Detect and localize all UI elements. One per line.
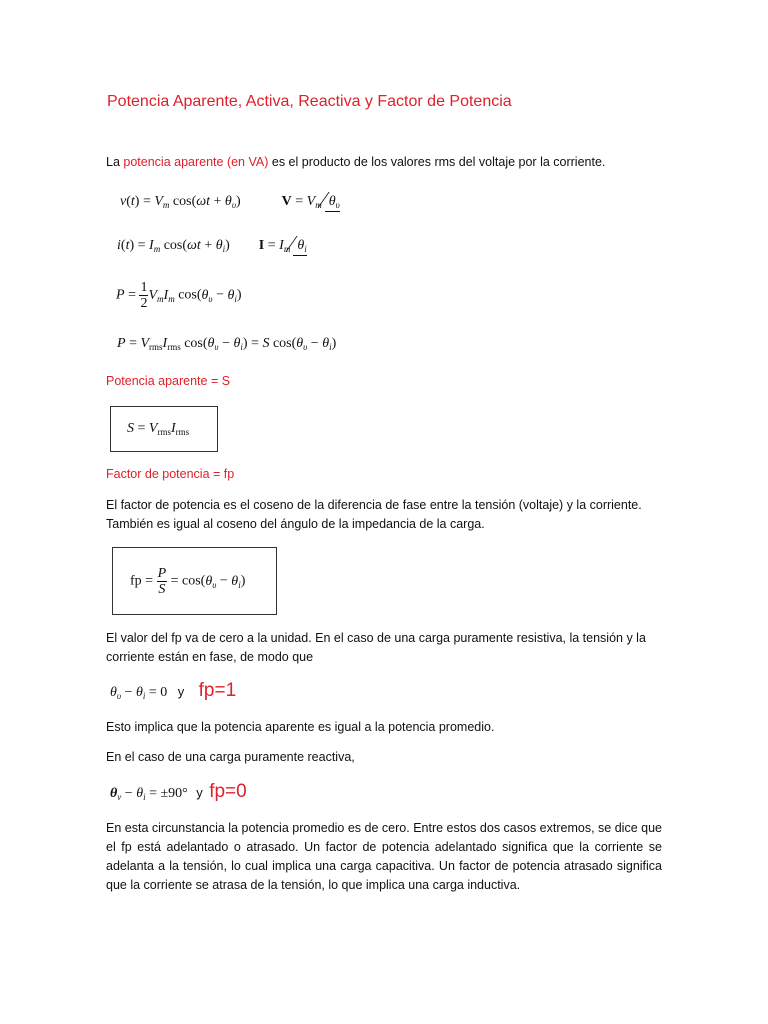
- implies-paragraph: Esto implica que la potencia aparente es igual a la potencia promedio.: [106, 720, 495, 734]
- fp-zero-label: fp=0: [209, 781, 247, 802]
- equation-current: $i(t) = I_m$ $\cos(\omega t + \theta_i)$ $I = I_m$ $\theta_i$: [117, 238, 307, 254]
- intro-post: es el producto de los valores rms del voltaje por la corriente.: [268, 155, 606, 169]
- conjunction-y-2: y: [196, 785, 203, 800]
- fp-range-line-1: El valor del fp va de cero a la unidad. En el caso de una carga puramente resistiva, la tensión y la: [106, 631, 646, 645]
- heading-apparent-power: Potencia aparente = S: [106, 374, 231, 388]
- equation-voltage: $v(t) = V_m$ $\cos(\omega t + \theta_\upsilon)$ $V = V_m$ $\theta_\upsilon$: [120, 194, 340, 210]
- fp-definition-line-1: El factor de potencia es el coseno de la diferencia de fase entre la tensión (voltaje) y la corriente.: [106, 498, 642, 512]
- page-title: Potencia Aparente, Activa, Reactiva y Factor de Potencia: [107, 93, 512, 110]
- boxed-equation-power-factor: fp = $\frac{P}{S}$ = $\cos(\theta_\upsilon - \theta_i)$: [112, 547, 277, 615]
- reactive-paragraph: En el caso de una carga puramente reactiva,: [106, 750, 355, 764]
- boxed-equation-apparent: $S = V_{rms}I_{rms}$: [110, 406, 218, 452]
- intro-paragraph: [106, 153, 605, 172]
- equation-power-rms: $P = V_{rms}I_{rms}$ $\cos(\theta_\upsilon - \theta_i) = S$ $\cos(\theta_\upsilon - \theta_i)$: [117, 336, 337, 352]
- equation-in-phase: $\theta_\upsilon - \theta_i = 0$: [110, 685, 168, 701]
- intro-pre: La: [106, 155, 124, 169]
- condition-reactive: [110, 781, 247, 803]
- condition-resistive: [110, 680, 236, 702]
- intro-highlight: potencia aparente (en VA): [123, 155, 269, 169]
- equation-average-power: P = $\frac{1}{2}$ $V_mI_m$ $\cos(\theta_\upsilon - \theta_i)$: [116, 280, 242, 311]
- equation-quadrature: $\theta_v - \theta_i = \pm 90^\circ$: [110, 786, 188, 802]
- heading-power-factor: Factor de potencia = fp: [106, 467, 235, 481]
- fp-range-line-2: corriente están en fase, de modo que: [106, 650, 314, 664]
- fp-definition-line-2: También es igual al coseno del ángulo de la impedancia de la carga.: [106, 517, 485, 531]
- conjunction-y: y: [177, 684, 185, 699]
- conclusion-paragraph: En esta circunstancia la potencia promedio es de cero. Entre estos dos casos extremos, se dice que el fp está adelantado o atrasado. Un factor de potencia adelantado significa que la corriente se adelanta a la tensión, lo cual implica una carga capacitiva. Un factor de potencia atrasado significa que la corriente se atrasa de la tensión, lo que implica una carga inductiva.: [106, 821, 662, 892]
- fp-one-label: fp=1: [198, 680, 237, 701]
